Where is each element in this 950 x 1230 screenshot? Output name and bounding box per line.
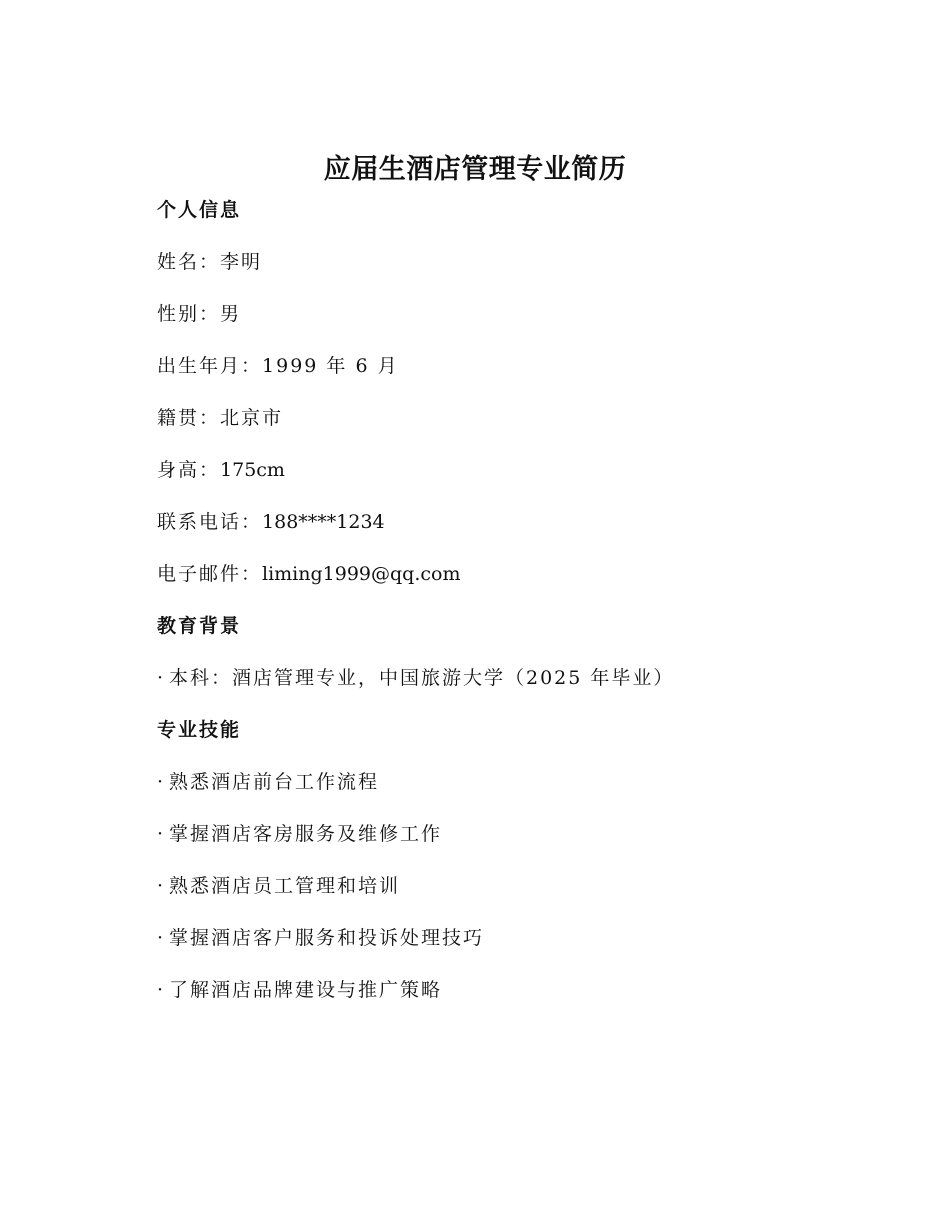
list-item [157,817,857,869]
field-label: 身高： [157,459,221,481]
list-item-text: 本科：酒店管理专业，中国旅游大学（2025 年毕业） [169,667,675,689]
list-item-text: 熟悉酒店员工管理和培训 [169,875,401,897]
section-heading-skills: 专业技能 [157,719,242,741]
resume-content [157,193,857,1025]
field-value: 北京市 [220,407,284,429]
field-value: 188****1234 [262,511,385,533]
field-name [157,245,857,297]
field-phone [157,505,857,557]
field-value: 1999 年 6 月 [262,355,399,377]
section-heading-education: 教育背景 [157,615,242,637]
section-heading-personal: 个人信息 [157,199,242,221]
list-item-text: 了解酒店品牌建设与推广策略 [169,979,443,1001]
skills-section [157,713,857,1025]
bullet: · [157,875,164,897]
field-height [157,453,857,505]
list-item-text: 掌握酒店客房服务及维修工作 [169,823,443,845]
bullet: · [157,771,164,793]
field-label: 籍贯： [157,407,221,429]
education-section [157,609,857,713]
bullet: · [157,979,164,1001]
field-gender [157,297,857,349]
field-value: 男 [220,303,242,325]
field-label: 性别： [157,303,221,325]
list-item [157,765,857,817]
bullet: · [157,823,164,845]
field-value: 175cm [220,459,285,481]
page-title: 应届生酒店管理专业简历 [323,154,627,185]
field-hometown [157,401,857,453]
bullet: · [157,927,164,949]
field-label: 出生年月： [157,355,263,377]
bullet: · [157,667,164,689]
list-item [157,973,857,1025]
list-item [157,661,857,713]
field-label: 姓名： [157,251,221,273]
personal-info-section [157,193,857,609]
field-label: 电子邮件： [157,563,263,585]
list-item-text: 熟悉酒店前台工作流程 [169,771,380,793]
field-value: liming1999@qq.com [262,563,461,585]
field-label: 联系电话： [157,511,263,533]
field-value: 李明 [220,251,263,273]
list-item-text: 掌握酒店客户服务和投诉处理技巧 [169,927,485,949]
field-birth [157,349,857,401]
list-item [157,869,857,921]
list-item [157,921,857,973]
field-email [157,557,857,609]
